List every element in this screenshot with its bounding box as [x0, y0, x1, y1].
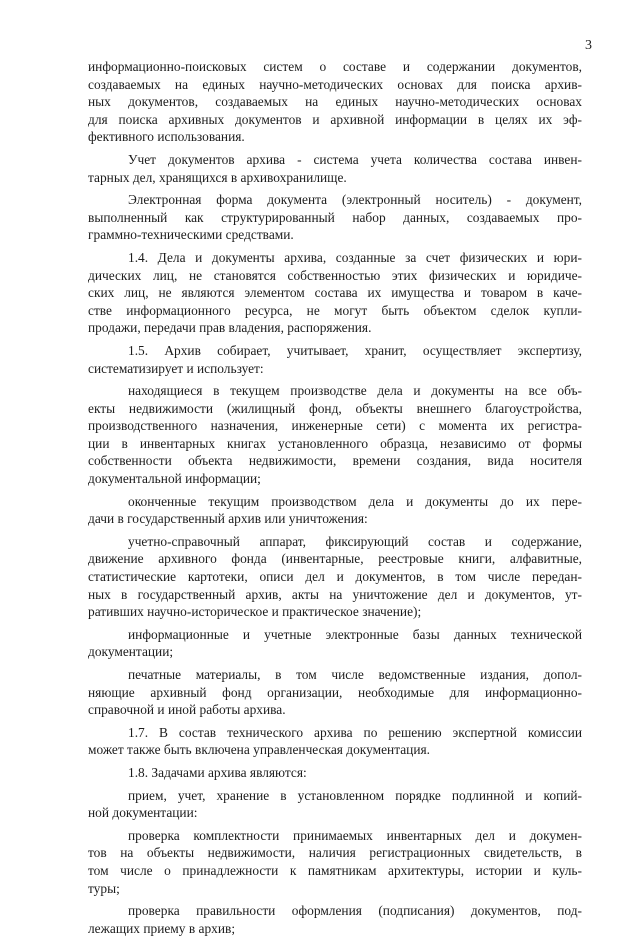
text-line: 1.8. Задачами архива являются: [128, 764, 307, 780]
paragraph [88, 724, 582, 759]
text-line: продажи, передачи прав владения, распоряжения. [88, 320, 372, 336]
text-line: движение архивного фонда (инвентарные, реестровые книги, алфавитные, [88, 551, 582, 567]
paragraph [88, 382, 582, 488]
text-line: для поиска архивных документов и архивной информации в целях их эф- [88, 111, 582, 127]
text-line: фективного использования. [88, 129, 245, 145]
text-line: ских лиц, не являются элементом состава их имущества и товаром в каче- [88, 285, 582, 301]
text-line: может также быть включена управленческая документация. [88, 742, 431, 758]
text-line: ных в государственный архив, акты на уничтожение дел и документов, ут- [88, 586, 582, 602]
text-line: тарных дел, хранящихся в архивохранилище. [88, 169, 347, 185]
text-line: систематизирует и использует: [88, 360, 264, 376]
text-line: ции в инвентарных книгах установленного образца, независимо от формы [88, 435, 582, 451]
text-line: Электронная форма документа (электронный носитель) - документ, [128, 192, 582, 208]
text-line: дачи в государственный архив или уничтожения: [88, 511, 368, 527]
paragraph [88, 151, 582, 186]
text-line: производственного назначения, инженерные сети) с момента их регистра- [88, 418, 582, 434]
paragraph [88, 764, 582, 782]
text-line: находящиеся в текущем производстве дела и документы на все объ- [128, 383, 582, 399]
paragraph [88, 249, 582, 337]
text-line: документальной информации; [88, 471, 261, 487]
text-line: ративших научно-историческое и практическое значение); [88, 604, 422, 620]
text-line: информационно-поисковых систем о составе и содержании документов, [88, 59, 582, 74]
text-line: прием, учет, хранение в установленном порядке подлинной и копий- [128, 787, 582, 803]
text-line: печатные материалы, в том числе ведомственные издания, допол- [128, 667, 582, 682]
paragraph [88, 626, 582, 661]
text-line: ной документации: [88, 805, 198, 821]
paragraph [88, 58, 582, 146]
text-line: 1.5. Архив собирает, учитывает, хранит, осуществляет экспертизу, [128, 342, 582, 358]
text-line: туры; [88, 880, 120, 896]
text-line: собственности объекта недвижимости, времени создания, вида носителя [88, 453, 582, 469]
text-line: граммно-техническими средствами. [88, 227, 294, 243]
paragraph [88, 787, 582, 822]
text-line: лежащих приему в архив; [88, 920, 236, 936]
page-number: 3 [585, 38, 592, 53]
paragraph [88, 666, 582, 719]
text-line: справочной и иной работы архива. [88, 702, 286, 718]
text-line: екты недвижимости (жилищный фонд, объекты внешнего благоустройства, [88, 400, 582, 416]
text-line: 1.7. В состав технического архива по решению экспертной комиссии [128, 724, 582, 740]
text-line: проверка комплектности принимаемых инвентарных дел и докумен- [128, 827, 582, 843]
text-line: учетно-справочный аппарат, фиксирующий состав и содержание, [128, 533, 582, 549]
text-line: создаваемых на единых научно-методических основах для поиска архив- [88, 76, 582, 92]
text-line: Учет документов архива - система учета количества состава инвен- [128, 151, 582, 167]
text-line: няющие архивный фонд организации, необходимые для информационно- [88, 684, 582, 700]
paragraph [88, 533, 582, 621]
paragraph [88, 493, 582, 528]
text-line: ных документов, создаваемых на единых научно-методических основах [88, 94, 582, 110]
text-line: выполненный как структурированный набор данных, создаваемых про- [88, 209, 582, 225]
paragraph [88, 827, 582, 897]
text-line: 1.4. Дела и документы архива, созданные за счет физических и юри- [128, 249, 582, 265]
text-line: информационные и учетные электронные базы данных технической [128, 626, 582, 642]
text-line: том числе о принадлежности к памятникам архитектуры, истории и куль- [88, 862, 582, 878]
paragraph [88, 342, 582, 377]
text-line: дических лиц, не становятся собственностью этих физических и юридиче- [88, 267, 582, 283]
text-line: статистические картотеки, описи дел и документов, в том числе передан- [88, 569, 582, 585]
text-line: тов на объекты недвижимости, наличия регистрационных свидетельств, в [88, 845, 582, 861]
text-line: документации; [88, 644, 174, 660]
text-line: оконченные текущим производством дела и документы до их пере- [128, 493, 582, 509]
paragraph [88, 902, 582, 937]
paragraph [88, 191, 582, 244]
text-line: проверка правильности оформления (подписания) документов, под- [128, 903, 582, 919]
text-line: стве информационного ресурса, не могут быть объектом сделок купли- [88, 302, 582, 318]
document-body [88, 58, 582, 937]
